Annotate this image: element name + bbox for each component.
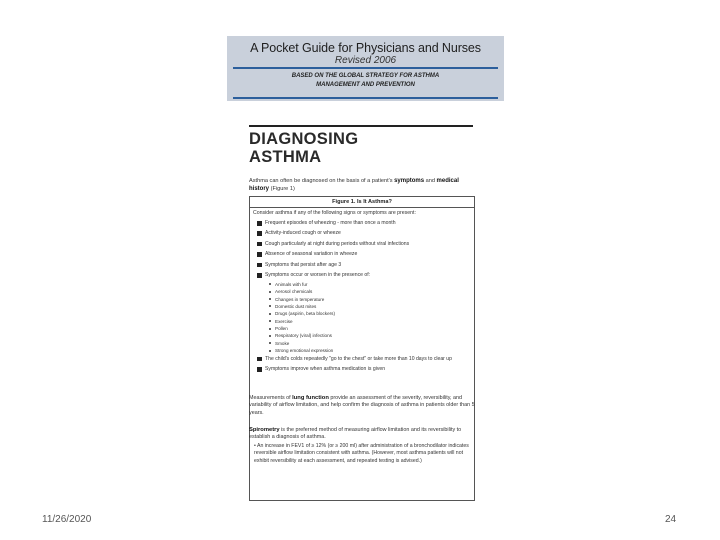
list-item — [257, 231, 472, 236]
list-item-text: Symptoms occur or worsen in the presence of: — [265, 272, 371, 279]
list-item — [257, 263, 472, 268]
trigger-text: Drugs (aspirin, beta blockers) — [275, 311, 335, 317]
banner-rule-top — [233, 67, 498, 69]
title-rule — [249, 125, 473, 127]
trigger-item — [265, 348, 472, 354]
trigger-item — [265, 311, 472, 317]
trigger-item — [265, 289, 472, 295]
list-item-text: Cough particularly at night during periods without viral infections — [265, 240, 410, 247]
intro-bold-symptoms: symptoms — [394, 178, 425, 184]
trigger-item — [265, 297, 472, 303]
list-item-text: The child's colds repeatedly "go to the chest" or take more than 10 days to clear up — [265, 355, 452, 362]
bullet-square-icon — [257, 357, 262, 362]
trigger-list — [265, 282, 472, 354]
bullet-dot-icon — [269, 320, 271, 322]
para1-suffix: provide an assessment of the severity, reversibility, and variability of airflow limitation, and help confirm the diagnosis of asthma in patients older than 5 years. — [249, 395, 475, 416]
bullet-dot-icon — [269, 291, 271, 293]
bullet-square-icon — [257, 221, 262, 226]
bullet-dot-icon — [269, 298, 271, 300]
trigger-text: Strong emotional expression — [275, 348, 334, 354]
trigger-item — [265, 304, 472, 310]
list-item-text: Absence of seasonal variation in wheeze — [265, 251, 358, 258]
trigger-text: Changes in temperature — [275, 296, 325, 302]
list-item-text: Activity-induced cough or wheeze — [265, 230, 341, 237]
slide-date: 11/26/2020 — [42, 514, 92, 525]
figure-lead: Consider asthma if any of the following signs or symptoms are present: — [253, 210, 416, 216]
title-line-1: DIAGNOSING — [249, 130, 359, 148]
trigger-item — [265, 282, 472, 288]
slide-page-number: 24 — [665, 514, 677, 525]
intro-paragraph — [249, 178, 477, 193]
trigger-text: Pollen — [275, 326, 288, 332]
bullet-square-icon — [257, 367, 262, 372]
intro-prefix: Asthma can often be diagnosed on the basis of a patient's — [249, 178, 393, 184]
list-item — [257, 252, 472, 257]
spirometry-paragraph — [249, 427, 477, 442]
banner-title: A Pocket Guide for Physicians and Nurses — [250, 41, 481, 55]
bullet-square-icon — [257, 263, 262, 268]
bullet-dot-icon — [269, 328, 271, 330]
spirometry-bullet — [254, 443, 476, 465]
symptom-list — [257, 221, 472, 378]
banner-strategy-line1: BASED ON THE GLOBAL STRATEGY FOR ASTHMA — [291, 73, 440, 79]
banner-revised: Revised 2006 — [334, 55, 397, 66]
trigger-text: Aerosol chemicals — [275, 289, 313, 295]
spirometry-bullet-text: An increase in FEV1 of ≥ 12% (or ≥ 200 ml) after administration of a bronchodilator indicates reversible airflow limitation consistent with asthma. (However, most asthma patients will not exhibit reversibility at each assessment, and repeated testing is advised.) — [254, 443, 469, 464]
list-item-text: Frequent episodes of wheezing - more than once a month — [265, 220, 396, 226]
list-item — [257, 242, 472, 247]
intro-bold-history: medical history — [249, 178, 459, 192]
para1-bold: lung function — [292, 395, 329, 401]
trigger-item — [265, 319, 472, 325]
list-item-text: Symptoms improve when asthma medication is given — [265, 366, 386, 373]
figure-caption-rule — [250, 207, 474, 208]
document-page — [244, 118, 480, 483]
banner-strategy — [227, 72, 504, 90]
bullet-dot-icon — [269, 305, 271, 307]
trigger-text: Domestic dust mites — [275, 303, 317, 309]
bullet-dot-icon — [269, 335, 271, 337]
para2-suffix: is the preferred method of measuring airflow limitation and its reversibility to establish a diagnosis of asthma. — [249, 427, 462, 441]
bullet-dot-icon — [269, 350, 271, 352]
intro-and: and — [425, 178, 435, 184]
figure-caption: Figure 1. Is It Asthma? — [332, 199, 392, 205]
bullet-square-icon — [257, 231, 262, 236]
para1-prefix: Measurements of — [249, 395, 291, 401]
page-title — [249, 130, 358, 166]
list-item — [257, 273, 472, 353]
list-item — [257, 367, 472, 372]
banner-rule-bottom — [233, 97, 498, 99]
trigger-text: Exercise — [275, 318, 293, 324]
trigger-item — [265, 341, 472, 347]
bullet-square-icon — [257, 273, 262, 278]
intro-suffix: (Figure 1) — [270, 185, 295, 192]
guide-header-banner — [227, 36, 504, 101]
trigger-item — [265, 333, 472, 339]
bullet-square-icon — [257, 242, 262, 247]
bullet-square-icon — [257, 252, 262, 257]
trigger-item — [265, 326, 472, 332]
bullet-dot-icon — [269, 283, 271, 285]
para2-bold: Spirometry — [249, 427, 280, 433]
trigger-text: Smoke — [275, 340, 290, 346]
bullet-dot-icon: • — [254, 443, 257, 449]
lung-function-paragraph — [249, 395, 477, 417]
list-item-text: Symptoms that persist after age 3 — [265, 261, 342, 268]
banner-strategy-line2: MANAGEMENT AND PREVENTION — [316, 82, 415, 88]
trigger-text: Animals with fur — [275, 281, 308, 287]
list-item — [257, 221, 472, 226]
trigger-text: Respiratory (viral) infections — [275, 333, 332, 339]
bullet-dot-icon — [269, 313, 271, 315]
list-item — [257, 357, 472, 362]
title-line-2: ASTHMA — [249, 148, 322, 166]
bullet-dot-icon — [269, 342, 271, 344]
